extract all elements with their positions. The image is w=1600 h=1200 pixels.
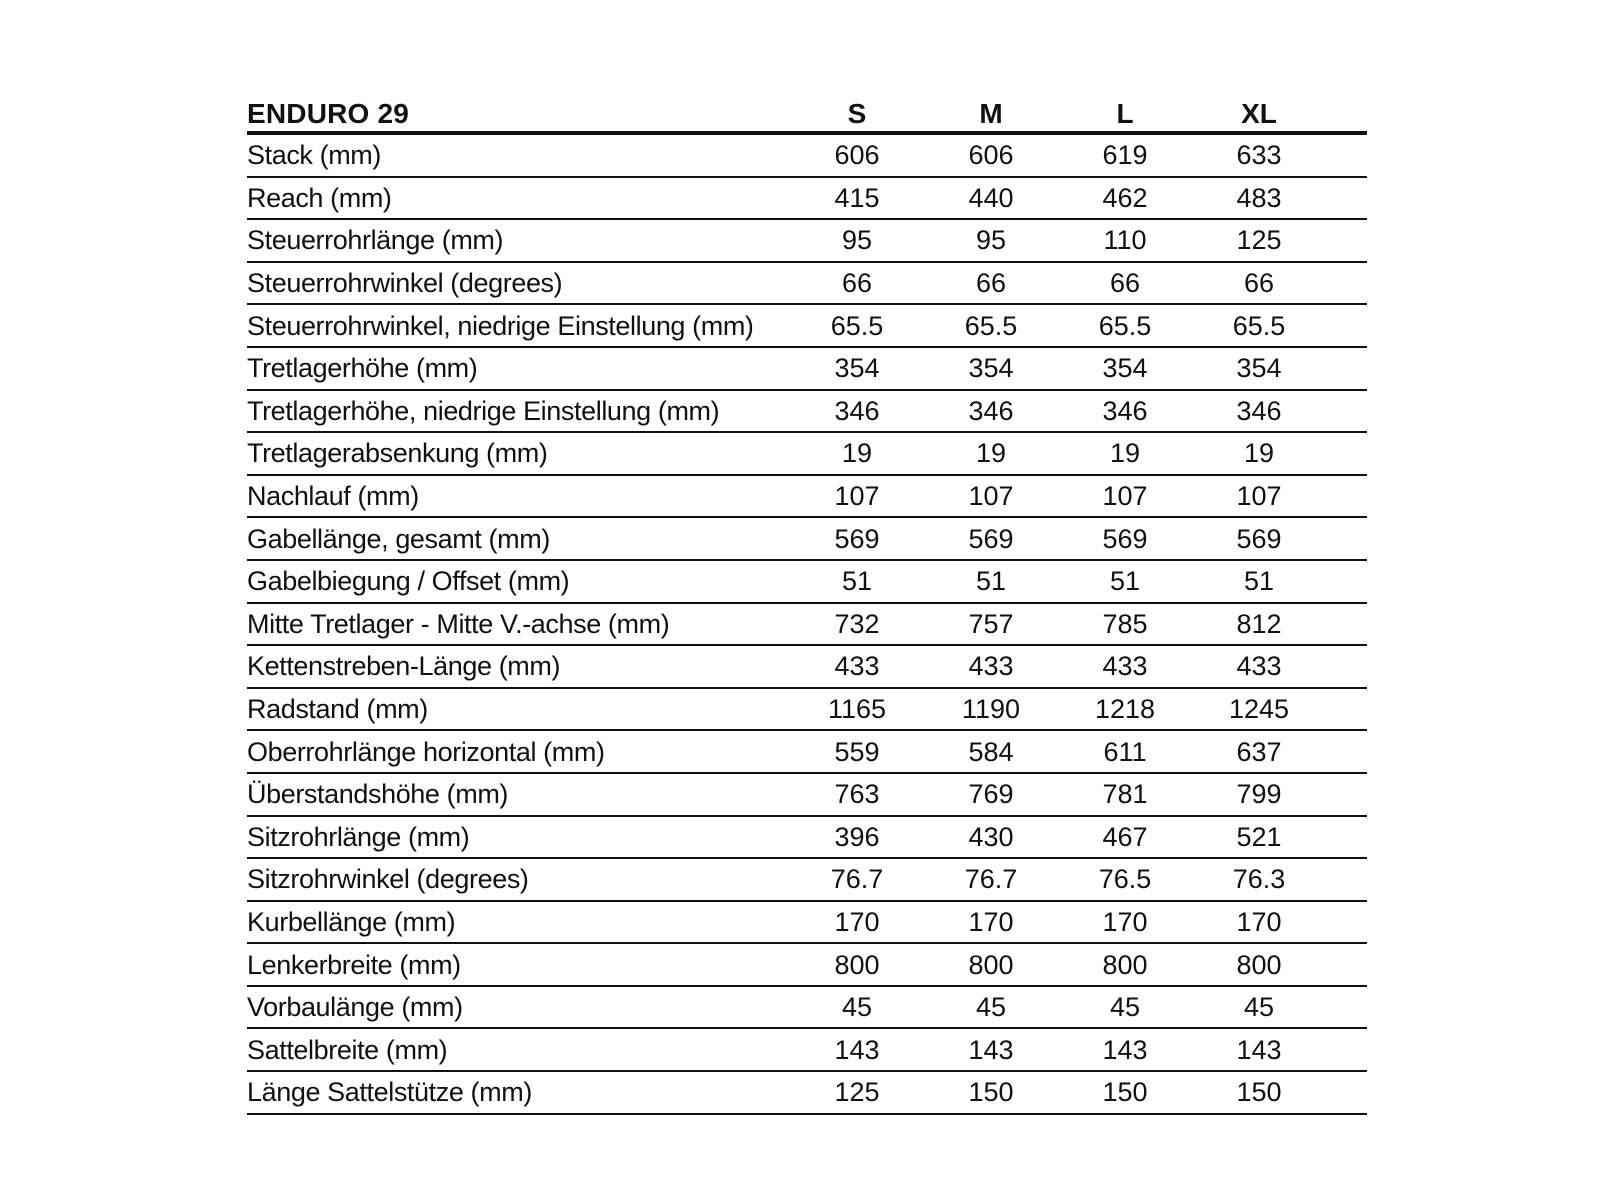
value-cell-m: 433 xyxy=(924,645,1058,688)
row-label: Steuerrohrlänge (mm) xyxy=(247,219,790,262)
value-cell-l: 354 xyxy=(1058,347,1192,390)
value-cell-xl: 637 xyxy=(1192,730,1326,773)
row-spacer xyxy=(1326,1071,1367,1114)
value-cell-m: 65.5 xyxy=(924,304,1058,347)
value-cell-xl: 45 xyxy=(1192,986,1326,1029)
value-cell-m: 170 xyxy=(924,901,1058,944)
value-cell-xl: 107 xyxy=(1192,475,1326,518)
value-cell-s: 51 xyxy=(790,560,924,603)
table-row xyxy=(247,688,1367,731)
value-cell-s: 76.7 xyxy=(790,858,924,901)
row-label: Oberrohrlänge horizontal (mm) xyxy=(247,730,790,773)
row-spacer xyxy=(1326,986,1367,1029)
table-row xyxy=(247,730,1367,773)
row-label: Tretlagerhöhe (mm) xyxy=(247,347,790,390)
value-cell-xl: 19 xyxy=(1192,432,1326,475)
value-cell-xl: 66 xyxy=(1192,262,1326,305)
row-spacer xyxy=(1326,177,1367,220)
value-cell-m: 584 xyxy=(924,730,1058,773)
table-row xyxy=(247,390,1367,433)
row-spacer xyxy=(1326,1028,1367,1071)
value-cell-m: 346 xyxy=(924,390,1058,433)
row-label: Vorbaulänge (mm) xyxy=(247,986,790,1029)
header-spacer xyxy=(1326,90,1367,133)
row-spacer xyxy=(1326,773,1367,816)
table-row xyxy=(247,517,1367,560)
row-label: Sattelbreite (mm) xyxy=(247,1028,790,1071)
row-spacer xyxy=(1326,816,1367,859)
value-cell-l: 800 xyxy=(1058,943,1192,986)
table-row xyxy=(247,943,1367,986)
row-label: Kurbellänge (mm) xyxy=(247,901,790,944)
value-cell-xl: 170 xyxy=(1192,901,1326,944)
table-row xyxy=(247,432,1367,475)
value-cell-xl: 569 xyxy=(1192,517,1326,560)
row-spacer xyxy=(1326,730,1367,773)
table-row xyxy=(247,901,1367,944)
value-cell-xl: 521 xyxy=(1192,816,1326,859)
table-row xyxy=(247,1071,1367,1114)
value-cell-l: 170 xyxy=(1058,901,1192,944)
value-cell-xl: 65.5 xyxy=(1192,304,1326,347)
row-label: Länge Sattelstütze (mm) xyxy=(247,1071,790,1114)
value-cell-l: 19 xyxy=(1058,432,1192,475)
value-cell-xl: 433 xyxy=(1192,645,1326,688)
value-cell-xl: 51 xyxy=(1192,560,1326,603)
row-spacer xyxy=(1326,347,1367,390)
table-row xyxy=(247,133,1367,177)
value-cell-m: 800 xyxy=(924,943,1058,986)
value-cell-m: 769 xyxy=(924,773,1058,816)
row-spacer xyxy=(1326,219,1367,262)
value-cell-m: 66 xyxy=(924,262,1058,305)
value-cell-s: 559 xyxy=(790,730,924,773)
value-cell-l: 467 xyxy=(1058,816,1192,859)
size-header-m: M xyxy=(924,90,1058,133)
row-spacer xyxy=(1326,645,1367,688)
value-cell-l: 785 xyxy=(1058,603,1192,646)
row-label: Stack (mm) xyxy=(247,133,790,177)
row-spacer xyxy=(1326,943,1367,986)
size-header-s: S xyxy=(790,90,924,133)
row-spacer xyxy=(1326,262,1367,305)
value-cell-s: 45 xyxy=(790,986,924,1029)
value-cell-s: 433 xyxy=(790,645,924,688)
value-cell-s: 346 xyxy=(790,390,924,433)
row-label: Lenkerbreite (mm) xyxy=(247,943,790,986)
value-cell-l: 462 xyxy=(1058,177,1192,220)
row-label: Mitte Tretlager - Mitte V.-achse (mm) xyxy=(247,603,790,646)
row-label: Gabelbiegung / Offset (mm) xyxy=(247,560,790,603)
value-cell-m: 51 xyxy=(924,560,1058,603)
row-label: Steuerrohrwinkel (degrees) xyxy=(247,262,790,305)
value-cell-m: 143 xyxy=(924,1028,1058,1071)
value-cell-l: 51 xyxy=(1058,560,1192,603)
value-cell-m: 440 xyxy=(924,177,1058,220)
value-cell-s: 763 xyxy=(790,773,924,816)
header-row xyxy=(247,90,1367,133)
row-spacer xyxy=(1326,603,1367,646)
value-cell-xl: 143 xyxy=(1192,1028,1326,1071)
value-cell-xl: 150 xyxy=(1192,1071,1326,1114)
table-row xyxy=(247,262,1367,305)
value-cell-s: 65.5 xyxy=(790,304,924,347)
geometry-table xyxy=(247,90,1367,1115)
value-cell-s: 143 xyxy=(790,1028,924,1071)
row-label: Nachlauf (mm) xyxy=(247,475,790,518)
value-cell-l: 107 xyxy=(1058,475,1192,518)
row-spacer xyxy=(1326,858,1367,901)
value-cell-m: 95 xyxy=(924,219,1058,262)
row-spacer xyxy=(1326,390,1367,433)
table-header xyxy=(247,90,1367,133)
value-cell-s: 66 xyxy=(790,262,924,305)
row-spacer xyxy=(1326,901,1367,944)
row-label: Tretlagerabsenkung (mm) xyxy=(247,432,790,475)
value-cell-m: 354 xyxy=(924,347,1058,390)
value-cell-l: 619 xyxy=(1058,133,1192,177)
size-header-l: L xyxy=(1058,90,1192,133)
row-label: Reach (mm) xyxy=(247,177,790,220)
value-cell-m: 150 xyxy=(924,1071,1058,1114)
table-row xyxy=(247,304,1367,347)
value-cell-s: 1165 xyxy=(790,688,924,731)
table-row xyxy=(247,858,1367,901)
value-cell-m: 757 xyxy=(924,603,1058,646)
value-cell-s: 606 xyxy=(790,133,924,177)
row-label: Überstandshöhe (mm) xyxy=(247,773,790,816)
value-cell-l: 781 xyxy=(1058,773,1192,816)
row-spacer xyxy=(1326,560,1367,603)
table-row xyxy=(247,1028,1367,1071)
row-spacer xyxy=(1326,688,1367,731)
table-row xyxy=(247,986,1367,1029)
table-row xyxy=(247,773,1367,816)
value-cell-xl: 633 xyxy=(1192,133,1326,177)
table-row xyxy=(247,347,1367,390)
value-cell-l: 569 xyxy=(1058,517,1192,560)
value-cell-s: 415 xyxy=(790,177,924,220)
value-cell-s: 170 xyxy=(790,901,924,944)
row-label: Steuerrohrwinkel, niedrige Einstellung (mm) xyxy=(247,304,790,347)
value-cell-m: 19 xyxy=(924,432,1058,475)
value-cell-l: 346 xyxy=(1058,390,1192,433)
row-label: Gabellänge, gesamt (mm) xyxy=(247,517,790,560)
value-cell-xl: 1245 xyxy=(1192,688,1326,731)
value-cell-s: 396 xyxy=(790,816,924,859)
row-label: Radstand (mm) xyxy=(247,688,790,731)
value-cell-xl: 125 xyxy=(1192,219,1326,262)
value-cell-s: 569 xyxy=(790,517,924,560)
table-row xyxy=(247,560,1367,603)
value-cell-l: 143 xyxy=(1058,1028,1192,1071)
value-cell-xl: 799 xyxy=(1192,773,1326,816)
table-body xyxy=(247,133,1367,1114)
value-cell-l: 150 xyxy=(1058,1071,1192,1114)
value-cell-s: 125 xyxy=(790,1071,924,1114)
row-label: Tretlagerhöhe, niedrige Einstellung (mm) xyxy=(247,390,790,433)
value-cell-xl: 483 xyxy=(1192,177,1326,220)
value-cell-s: 95 xyxy=(790,219,924,262)
value-cell-l: 110 xyxy=(1058,219,1192,262)
value-cell-s: 354 xyxy=(790,347,924,390)
value-cell-s: 800 xyxy=(790,943,924,986)
value-cell-m: 569 xyxy=(924,517,1058,560)
value-cell-l: 76.5 xyxy=(1058,858,1192,901)
size-header-xl: XL xyxy=(1192,90,1326,133)
value-cell-s: 732 xyxy=(790,603,924,646)
row-spacer xyxy=(1326,133,1367,177)
table-title: ENDURO 29 xyxy=(247,90,790,133)
table-row xyxy=(247,177,1367,220)
value-cell-m: 76.7 xyxy=(924,858,1058,901)
value-cell-m: 430 xyxy=(924,816,1058,859)
row-label: Sitzrohrwinkel (degrees) xyxy=(247,858,790,901)
table-row xyxy=(247,475,1367,518)
value-cell-m: 1190 xyxy=(924,688,1058,731)
value-cell-xl: 76.3 xyxy=(1192,858,1326,901)
value-cell-xl: 800 xyxy=(1192,943,1326,986)
value-cell-xl: 354 xyxy=(1192,347,1326,390)
row-label: Kettenstreben-Länge (mm) xyxy=(247,645,790,688)
value-cell-xl: 346 xyxy=(1192,390,1326,433)
value-cell-s: 19 xyxy=(790,432,924,475)
value-cell-s: 107 xyxy=(790,475,924,518)
value-cell-l: 1218 xyxy=(1058,688,1192,731)
table-row xyxy=(247,816,1367,859)
value-cell-l: 611 xyxy=(1058,730,1192,773)
value-cell-xl: 812 xyxy=(1192,603,1326,646)
value-cell-l: 45 xyxy=(1058,986,1192,1029)
row-spacer xyxy=(1326,432,1367,475)
value-cell-m: 45 xyxy=(924,986,1058,1029)
table-row xyxy=(247,219,1367,262)
row-spacer xyxy=(1326,475,1367,518)
table-row xyxy=(247,603,1367,646)
value-cell-l: 433 xyxy=(1058,645,1192,688)
row-spacer xyxy=(1326,304,1367,347)
row-spacer xyxy=(1326,517,1367,560)
value-cell-l: 66 xyxy=(1058,262,1192,305)
value-cell-l: 65.5 xyxy=(1058,304,1192,347)
row-label: Sitzrohrlänge (mm) xyxy=(247,816,790,859)
table-row xyxy=(247,645,1367,688)
value-cell-m: 107 xyxy=(924,475,1058,518)
value-cell-m: 606 xyxy=(924,133,1058,177)
